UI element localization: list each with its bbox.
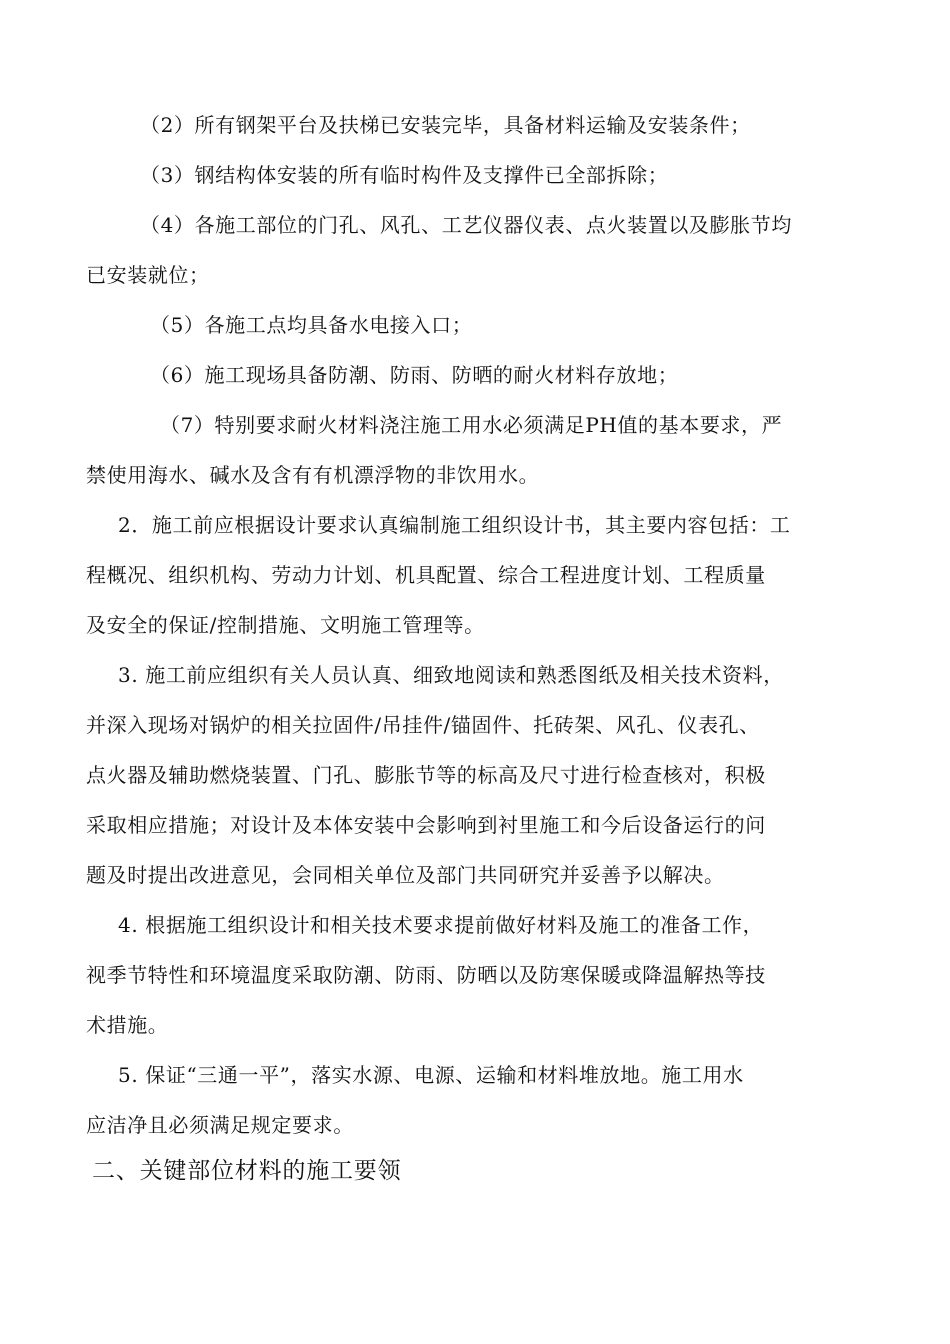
para-3-line-4: 采取相应措施；对设计及本体安装中会影响到衬里施工和今后设备运行的问 xyxy=(86,813,766,837)
para-2-line-3: 及安全的保证/控制措施、文明施工管理等。 xyxy=(86,613,485,637)
para-2-line-2: 程概况、组织机构、劳动力计划、机具配置、综合工程进度计划、工程质量 xyxy=(86,563,766,587)
item-7-line-1: （7）特别要求耐火材料浇注施工用水必须满足PH值的基本要求，严 xyxy=(160,413,783,437)
item-6-line: （6）施工现场具备防潮、防雨、防晒的耐火材料存放地； xyxy=(150,363,679,387)
item-5-line: （5）各施工点均具备水电接入口； xyxy=(150,313,473,337)
para-5-line-1: 5. 保证“三通一平”，落实水源、电源、运输和材料堆放地。施工用水 xyxy=(118,1063,744,1087)
para-3-line-1: 3. 施工前应组织有关人员认真、细致地阅读和熟悉图纸及相关技术资料， xyxy=(118,663,784,687)
item-4-line-2: 已安装就位； xyxy=(86,263,210,287)
item-4-line-1: （4）各施工部位的门孔、风孔、工艺仪器仪表、点火装置以及膨胀节均 xyxy=(140,213,792,237)
para-2-line-1: 2．施工前应根据设计要求认真编制施工组织设计书，其主要内容包括：工 xyxy=(118,513,791,537)
section-heading: 二、关键部位材料的施工要领 xyxy=(92,1158,402,1184)
para-5-line-2: 应洁净且必须满足规定要求。 xyxy=(86,1113,354,1137)
para-3-line-2: 并深入现场对锅炉的相关拉固件/吊挂件/锚固件、托砖架、风孔、仪表孔、 xyxy=(86,713,760,737)
item-7-line-2: 禁使用海水、碱水及含有有机漂浮物的非饮用水。 xyxy=(86,463,540,487)
item-3-line: （3）钢结构体安装的所有临时构件及支撑件已全部拆除； xyxy=(140,163,669,187)
para-4-line-1: 4. 根据施工组织设计和相关技术要求提前做好材料及施工的准备工作， xyxy=(118,913,764,937)
para-3-line-3: 点火器及辅助燃烧装置、门孔、膨胀节等的标高及尺寸进行检查核对，积极 xyxy=(86,763,766,787)
para-4-line-2: 视季节特性和环境温度采取防潮、防雨、防晒以及防寒保暖或降温解热等技 xyxy=(86,963,766,987)
para-4-line-3: 术措施。 xyxy=(86,1013,169,1037)
para-3-line-5: 题及时提出改进意见，会同相关单位及部门共同研究并妥善予以解决。 xyxy=(86,863,725,887)
item-2-line: （2）所有钢架平台及扶梯已安装完毕，具备材料运输及安装条件； xyxy=(140,113,751,137)
